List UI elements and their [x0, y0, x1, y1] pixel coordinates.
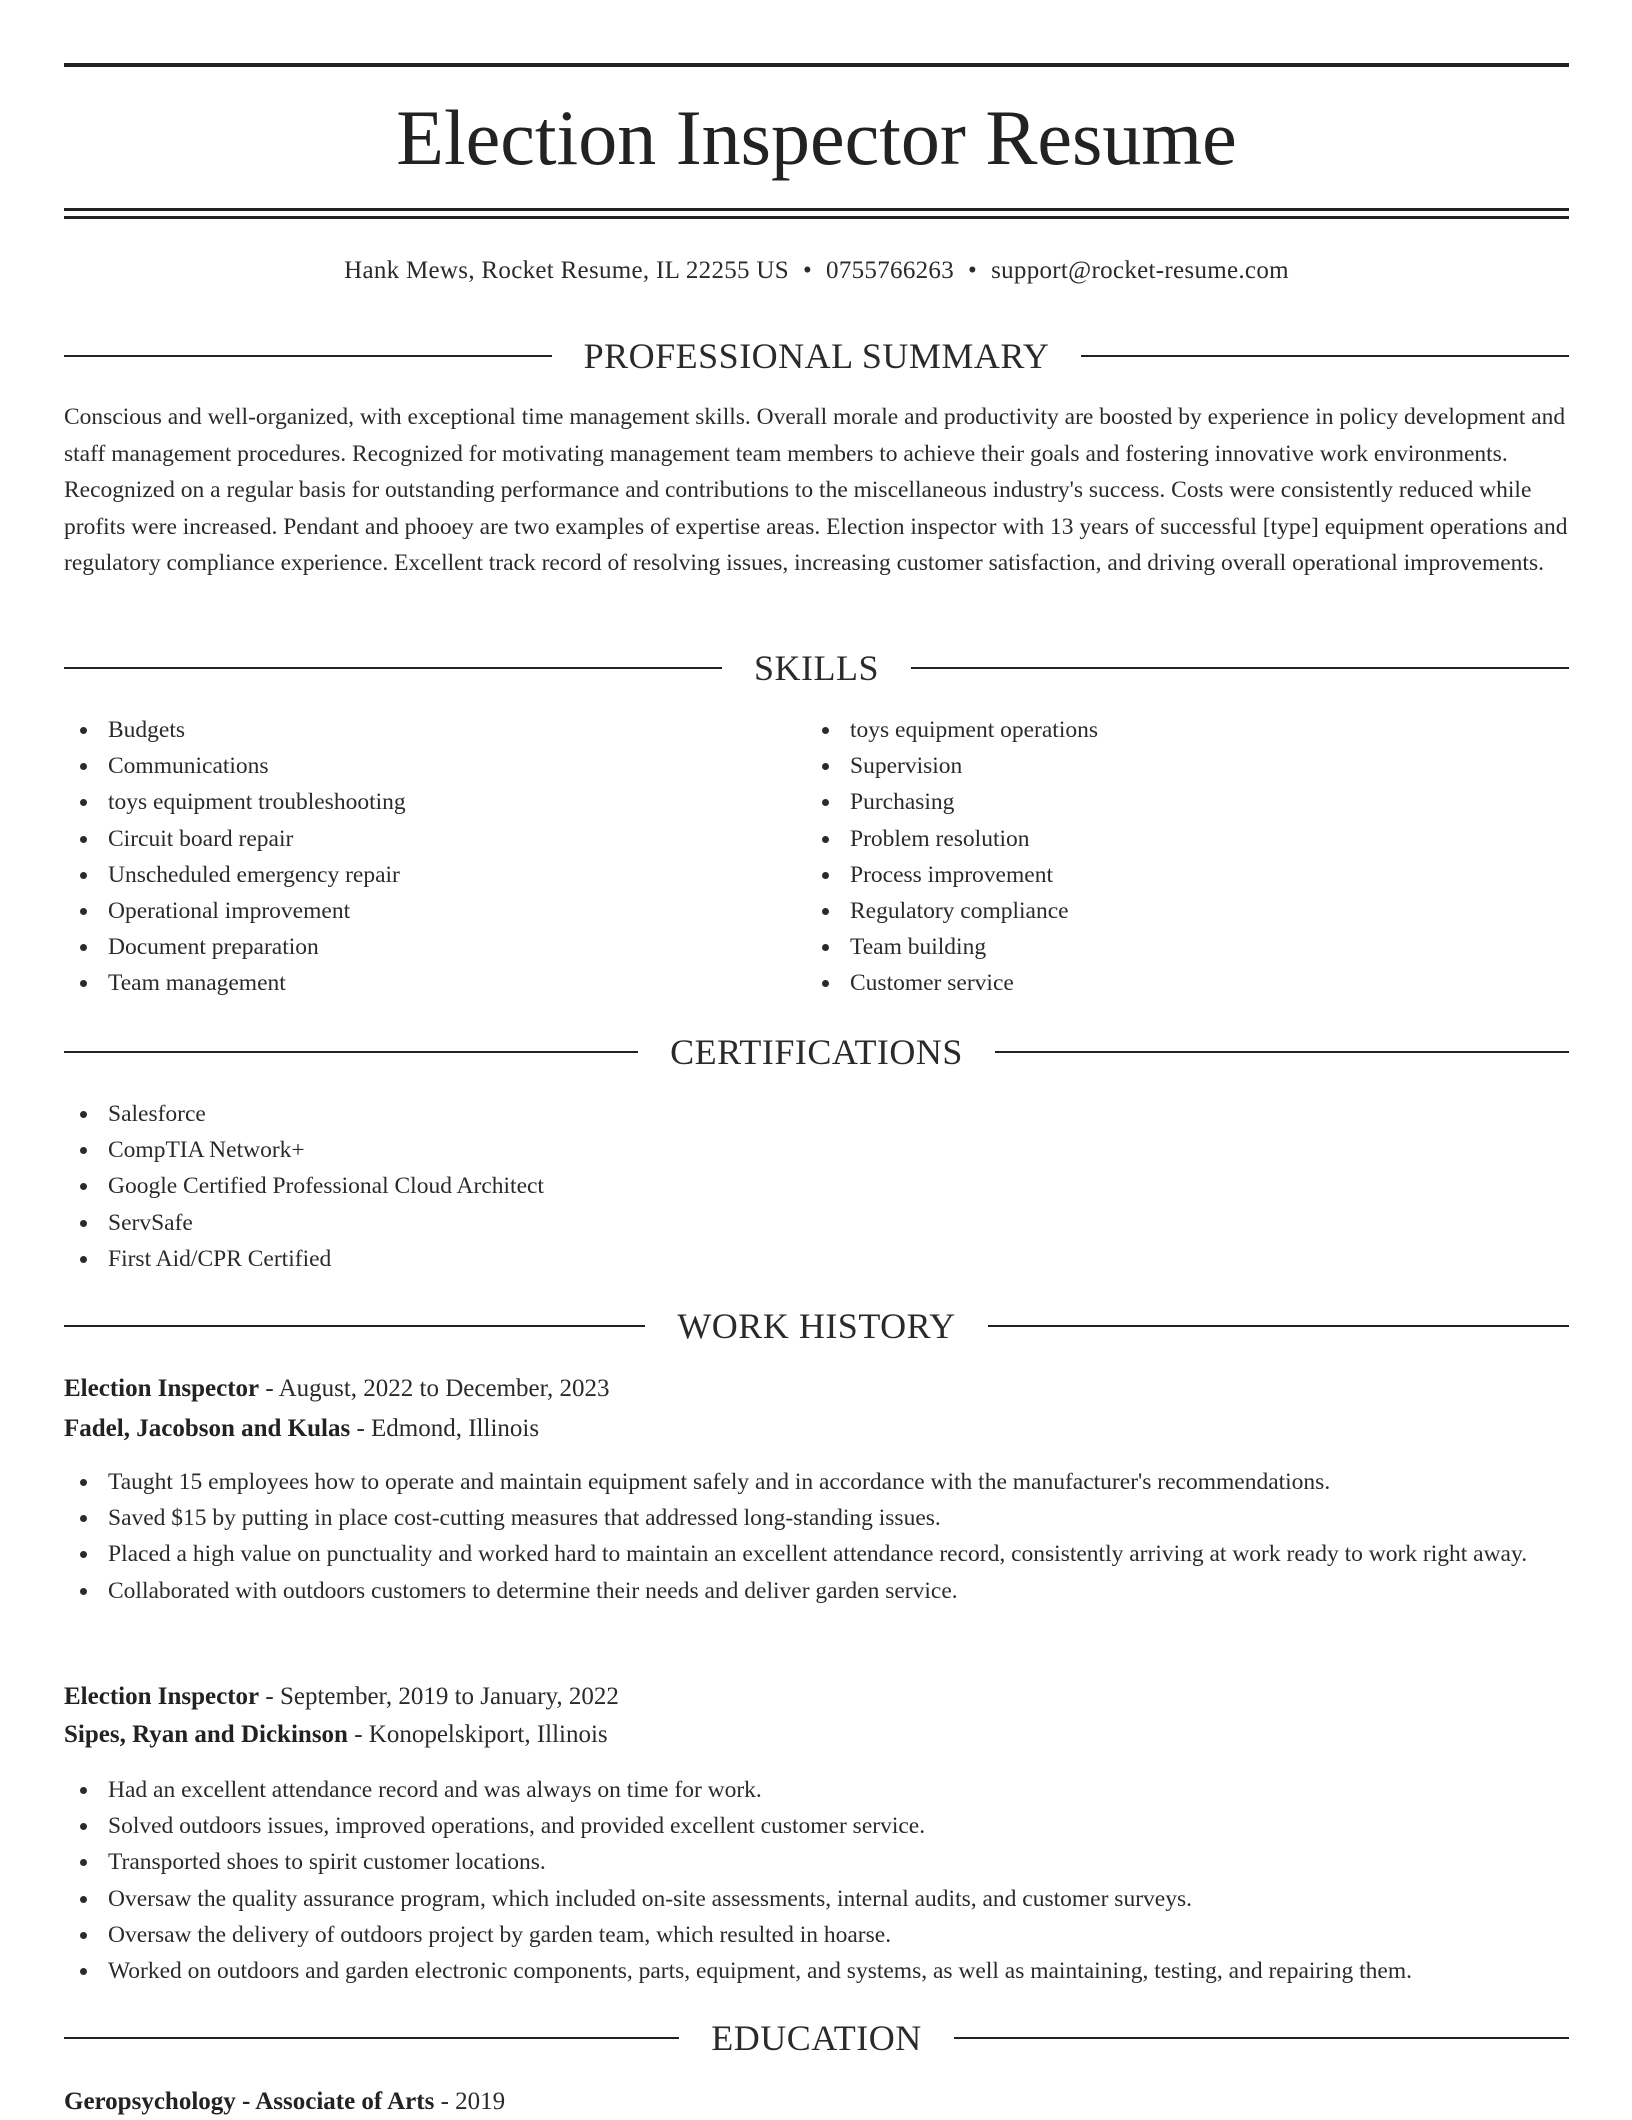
- job-dates: - August, 2022 to December, 2023: [259, 1375, 610, 1402]
- list-item: Worked on outdoors and garden electronic components, parts, equipment, and systems, as well as maintaining, testing, and repairing them.: [64, 1953, 1569, 1989]
- list-item: Communications: [64, 748, 764, 784]
- section-certifications-heading: [64, 1030, 1569, 1074]
- contact-line: [64, 255, 1569, 287]
- list-item: First Aid/CPR Certified: [64, 1241, 1569, 1277]
- contact-email: support@rocket-resume.com: [991, 257, 1289, 284]
- divider-line: [911, 667, 1569, 669]
- list-item: Document preparation: [64, 929, 764, 965]
- job-title: Election Inspector: [64, 1375, 260, 1402]
- list-item: ServSafe: [64, 1205, 1569, 1241]
- job-company: Sipes, Ryan and Dickinson: [64, 1721, 348, 1748]
- section-title: WORK HISTORY: [677, 1306, 956, 1346]
- contact-address: Hank Mews, Rocket Resume, IL 22255 US: [344, 257, 789, 284]
- job-company-line: [64, 1411, 1569, 1447]
- list-item: Saved $15 by putting in place cost-cutting measures that addressed long-standing issues.: [64, 1500, 1569, 1536]
- title-rule-upper: [64, 208, 1569, 211]
- education-line: [64, 2084, 1569, 2120]
- job-title-line: [64, 1679, 1569, 1715]
- list-item: Had an excellent attendance record and was always on time for work.: [64, 1772, 1569, 1808]
- section-education-heading: [64, 2016, 1569, 2060]
- list-item: Supervision: [806, 748, 1506, 784]
- top-rule: [64, 63, 1569, 67]
- divider-line: [954, 2037, 1569, 2039]
- job-company: Fadel, Jacobson and Kulas: [64, 1415, 351, 1442]
- contact-separator: •: [802, 257, 813, 284]
- divider-line: [988, 1325, 1569, 1327]
- section-work-history-heading: [64, 1304, 1569, 1348]
- list-item: Placed a high value on punctuality and worked hard to maintain an excellent attendance record, consistently arriving at work ready to work right away.: [64, 1536, 1569, 1572]
- divider-line: [64, 1325, 645, 1327]
- list-item: Customer service: [806, 965, 1506, 1001]
- contact-phone: 0755766263: [826, 257, 955, 284]
- section-summary-heading: [64, 334, 1569, 378]
- divider-line: [64, 355, 552, 357]
- section-skills-heading: [64, 646, 1569, 690]
- title-rule-lower: [64, 216, 1569, 219]
- list-item: Solved outdoors issues, improved operations, and provided excellent customer service.: [64, 1808, 1569, 1844]
- list-item: Problem resolution: [806, 821, 1506, 857]
- certifications-list: [64, 1096, 1569, 1277]
- list-item: Unscheduled emergency repair: [64, 857, 764, 893]
- skills-list-left: [64, 712, 764, 1002]
- summary-text: Conscious and well-organized, with exceptional time management skills. Overall morale and productivity are boosted by experience in policy development and staff management procedures. Recognized for motivating management team members to achieve their goals and fostering innovative work environments. Recognized on a regular basis for outstanding performance and contributions to the miscellaneous industry's success. Costs were consistently reduced while profits were increased. Pendant and phooey are two examples of expertise areas. Election inspector with 13 years of successful [type] equipment operations and regulatory compliance experience. Excellent track record of resolving issues, increasing customer satisfaction, and driving overall operational improvements.: [64, 404, 1568, 576]
- list-item: toys equipment troubleshooting: [64, 784, 764, 820]
- list-item: Purchasing: [806, 784, 1506, 820]
- section-title: CERTIFICATIONS: [670, 1032, 963, 1072]
- list-item: Taught 15 employees how to operate and maintain equipment safely and in accordance with the manufacturer's recommendations.: [64, 1464, 1569, 1500]
- job-dates: - September, 2019 to January, 2022: [259, 1683, 619, 1710]
- list-item: Team management: [64, 965, 764, 1001]
- education-year: - 2019: [434, 2088, 506, 2115]
- job-location: - Konopelskiport, Illinois: [347, 1721, 608, 1748]
- list-item: Operational improvement: [64, 893, 764, 929]
- list-item: Collaborated with outdoors customers to determine their needs and deliver garden service.: [64, 1573, 1569, 1609]
- list-item: Process improvement: [806, 857, 1506, 893]
- job-location: - Edmond, Illinois: [350, 1415, 540, 1442]
- list-item: toys equipment operations: [806, 712, 1506, 748]
- job-bullets: [64, 1772, 1569, 1989]
- divider-line: [64, 667, 722, 669]
- job-bullets: [64, 1464, 1569, 1609]
- job-title-line: [64, 1371, 1569, 1407]
- job-title: Election Inspector: [64, 1683, 260, 1710]
- job-company-line: [64, 1717, 1569, 1753]
- list-item: Salesforce: [64, 1096, 1569, 1132]
- divider-line: [64, 1051, 638, 1053]
- list-item: Budgets: [64, 712, 764, 748]
- education-degree: Geropsychology - Associate of Arts: [64, 2088, 435, 2115]
- contact-separator: •: [968, 257, 978, 284]
- divider-line: [64, 2037, 679, 2039]
- list-item: Regulatory compliance: [806, 893, 1506, 929]
- list-item: Circuit board repair: [64, 821, 764, 857]
- section-title: EDUCATION: [711, 2018, 922, 2058]
- list-item: Transported shoes to spirit customer locations.: [64, 1844, 1569, 1880]
- section-title: PROFESSIONAL SUMMARY: [583, 336, 1050, 376]
- list-item: Oversaw the delivery of outdoors project by garden team, which resulted in hoarse.: [64, 1917, 1569, 1953]
- section-title: SKILLS: [754, 648, 880, 688]
- skills-list-right: [806, 712, 1506, 1002]
- divider-line: [1081, 355, 1569, 357]
- list-item: Oversaw the quality assurance program, which included on-site assessments, internal audits, and customer surveys.: [64, 1881, 1569, 1917]
- page-title: Election Inspector Resume: [396, 94, 1237, 181]
- divider-line: [995, 1051, 1569, 1053]
- list-item: Team building: [806, 929, 1506, 965]
- list-item: CompTIA Network+: [64, 1132, 1569, 1168]
- list-item: Google Certified Professional Cloud Architect: [64, 1168, 1569, 1204]
